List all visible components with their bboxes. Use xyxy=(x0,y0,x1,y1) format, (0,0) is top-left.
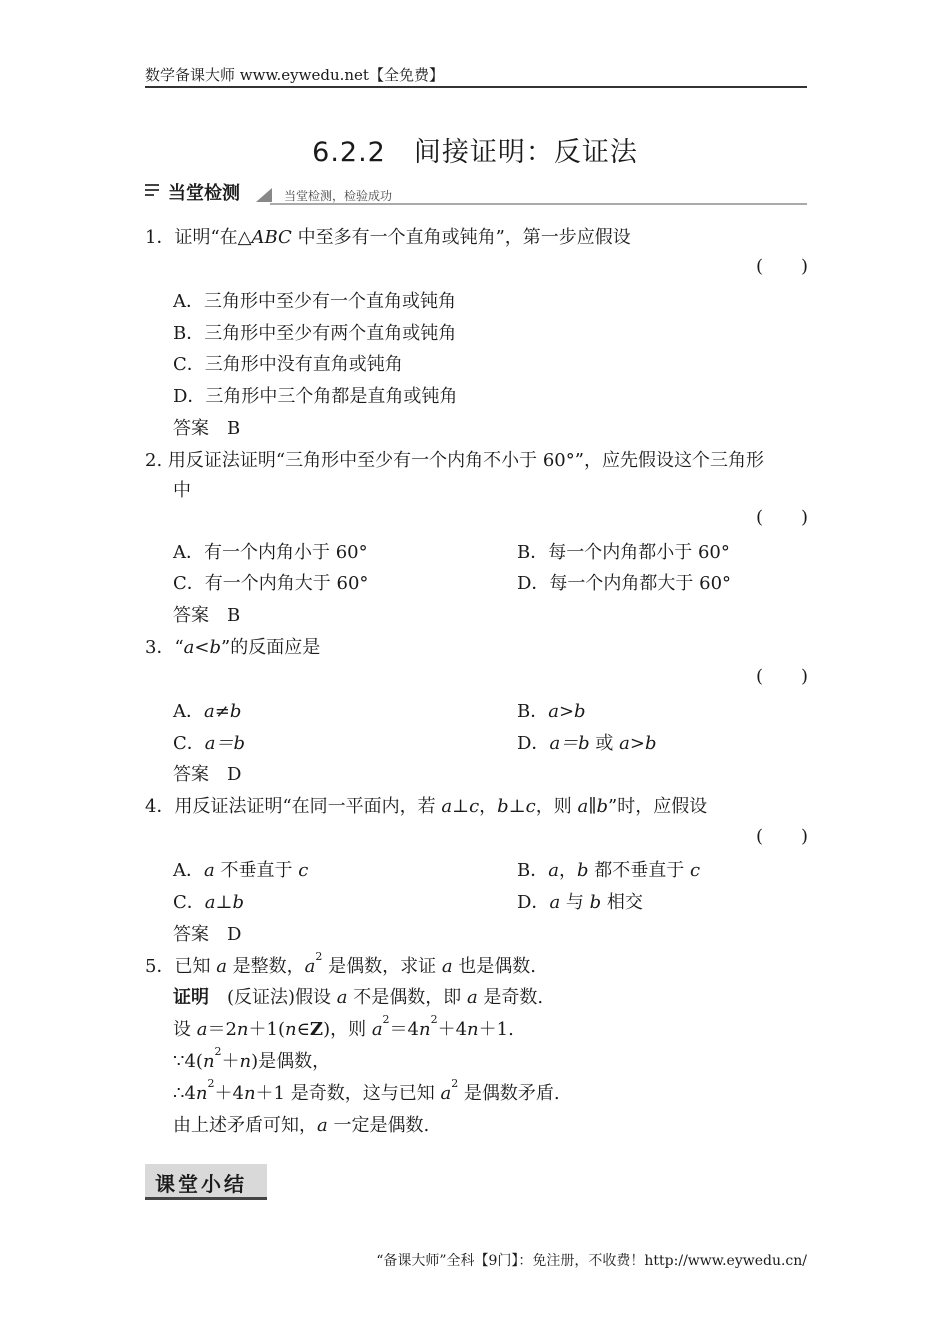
q5-proof-line4: $\therefore 4n^2+4n+1$ 是奇数，这与已知 $a^2$ 是偶数矛盾. xyxy=(173,1077,560,1104)
q1-option-a: A．三角形中至少有一个直角或钝角 xyxy=(173,291,456,312)
q1-option-d: D．三角形中三个角都是直角或钝角 xyxy=(173,386,458,407)
q2-text-line2: 中 xyxy=(173,480,191,501)
section-triangle-icon xyxy=(256,188,272,202)
q2-option-b: B．每一个内角都小于 60° xyxy=(517,542,730,563)
q5-proof-line3: $\because 4(n^2+n)$是偶数， xyxy=(173,1045,331,1072)
q2-number: 2. xyxy=(145,450,163,471)
q1-number: 1． xyxy=(145,227,175,248)
q1-option-b: B．三角形中至少有两个直角或钝角 xyxy=(173,323,457,344)
q3-option-a: A．a≠b xyxy=(173,701,242,722)
q1-text-pre: 证明“在△ xyxy=(174,227,252,248)
q1-answer: 答案 B xyxy=(173,418,241,439)
section-rule xyxy=(270,203,807,205)
q3-option-d: D．a＝b 或 a>b xyxy=(517,733,657,754)
section-title: 当堂检测 xyxy=(168,183,240,204)
question-3: 3．“a<b”的反面应是 xyxy=(145,637,321,658)
q3-option-b: B．a>b xyxy=(517,701,586,722)
question-1 xyxy=(145,223,631,249)
q3-answer: 答案 D xyxy=(173,764,242,785)
q1-text-post: 中至多有一个直角或钝角”，第一步应假设 xyxy=(291,227,631,248)
q5-proof-line1: 证明 (反证法)假设 a 不是偶数，即 a 是奇数. xyxy=(173,987,544,1008)
question-5: 5．已知 a 是整数，$a^2$ 是偶数，求证 a 也是偶数. xyxy=(145,950,537,977)
q5-proof-line5: 由上述矛盾可知，a 一定是偶数. xyxy=(173,1115,430,1136)
q3-option-c: C．a＝b xyxy=(173,733,246,754)
q4-option-d: D．a 与 b 相交 xyxy=(517,892,643,913)
q2-answer: 答案 B xyxy=(173,605,241,626)
q1-var: ABC xyxy=(251,227,292,248)
q2-option-a: A．有一个内角小于 60° xyxy=(173,542,368,563)
q4-option-c: C．a⊥b xyxy=(173,892,244,913)
header-rule xyxy=(145,86,807,88)
page-footer: “备课大师”全科【9门】：免注册，不收费！http://www.eywedu.cn/ xyxy=(376,1253,807,1269)
q4-answer: 答案 D xyxy=(173,924,242,945)
q2-option-d: D．每一个内角都大于 60° xyxy=(517,573,732,594)
question-4: 4．用反证法证明“在同一平面内，若 a⊥c，b⊥c，则 a∥b”时，应假设 xyxy=(145,796,708,817)
section-lines-icon xyxy=(145,184,159,199)
q5-proof-line2: 设 a＝2n＋1(n∈Z)，则 $a^2=4n^2+4n+1$. xyxy=(173,1013,514,1040)
page-title: 6.2.2 间接证明：反证法 xyxy=(312,137,638,168)
q1-option-c: C．三角形中没有直角或钝角 xyxy=(173,354,403,375)
summary-heading: 课堂小结 xyxy=(145,1164,267,1200)
section-subtitle: 当堂检测，检验成功 xyxy=(284,189,393,203)
q2-option-c: C．有一个内角大于 60° xyxy=(173,573,369,594)
question-2 xyxy=(145,446,764,472)
page-header: 数学备课大师 www.eywedu.net【全免费】 xyxy=(145,66,444,84)
q4-option-b: B．a，b 都不垂直于 c xyxy=(517,860,701,881)
q2-text: 用反证法证明“三角形中至少有一个内角不小于 60°”，应先假设这个三角形 xyxy=(167,450,764,471)
q4-option-a: A．a 不垂直于 c xyxy=(173,860,309,881)
